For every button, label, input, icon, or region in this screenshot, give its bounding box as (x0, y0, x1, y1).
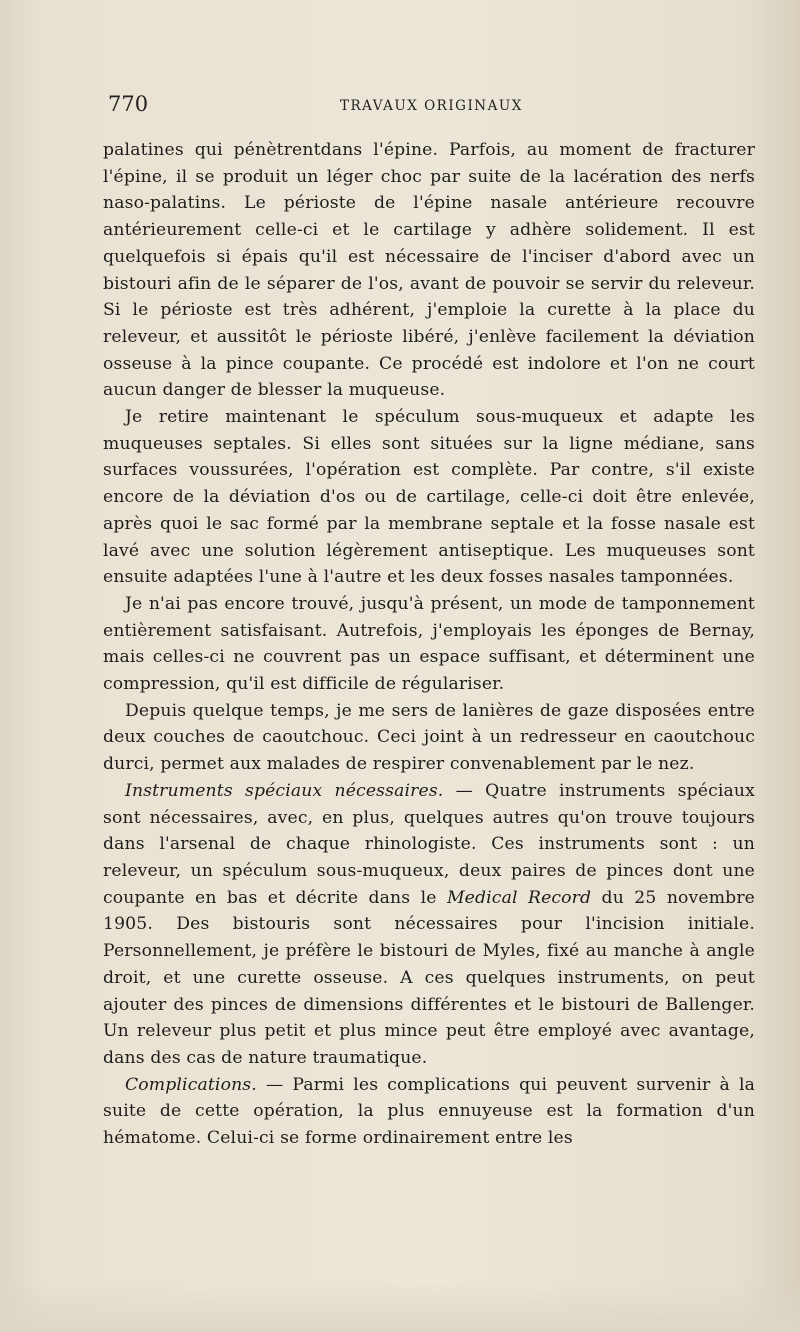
section-heading-complications: Complications. (125, 1074, 257, 1095)
running-title: TRAVAUX ORIGINAUX (340, 98, 523, 114)
complications-text: — Parmi les complications qui peuvent survenir à la suite de cette opération, la plus ennuyeuse est la formation d'un hématome. Celui-ci se forme ordinairement entre les (103, 1074, 755, 1149)
paragraph-gaze: Depuis quelque temps, je me sers de lanières de gaze disposées entre deux couches de caoutchouc. Ceci joint à un redresseur en caoutchouc durci, permet aux malades de respirer convenablement par le nez. (103, 700, 755, 775)
paragraph-periosteum: palatines qui pénètrentdans l'épine. Parfois, au moment de fracturer l'épine, il se produit un léger choc par suite de la lacération des nerfs naso-palatins. Le périoste de l'épine nasale antérieure recouvre antérieurement celle-ci et le cartilage y adhère solidement. Il est quelquefois si épais qu'il est nécessaire de l'inciser d'abord avec un bistouri afin de le séparer de l'os, avant de pouvoir se servir du releveur. Si le périoste est très adhérent, j'emploie la curette à la place du releveur, et aussitôt le périoste libéré, j'enlève facilement la déviation osseuse à la pince coupante. Ce procédé est indolore et l'on ne court aucun danger de blesser la muqueuse. (103, 140, 755, 401)
paragraph-instruments (103, 778, 755, 1072)
page-number: 770 (108, 92, 149, 116)
running-header (108, 92, 758, 124)
paragraph-speculum: Je retire maintenant le spéculum sous-muqueux et adapte les muqueuses septales. Si elles sont situées sur la ligne médiane, sans surfaces voussurées, l'opération est complète. Par contre, s'il existe encore de la déviation d'os ou de cartilage, celle-ci doit être enlevée, après quoi le sac formé par la membrane septale et la fosse nasale est lavé avec une solution légèrement antiseptique. Les muqueuses sont ensuite adaptées l'une à l'autre et les deux fosses nasales tamponnées. (103, 407, 755, 588)
journal-title: Medical Record (446, 887, 592, 908)
paragraph-complications (103, 1072, 755, 1152)
instruments-text-a: — Quatre instruments spéciaux sont nécessaires, avec, en plus, quelques autres qu'on trouve toujours dans l'arsenal de chaque rhinologiste. Ces instruments sont : un releveur, un spéculum sous-muqueux, deux paires de pinces dont une coupante en bas et décrite dans le (103, 780, 755, 908)
section-heading-instruments: Instruments spéciaux nécessaires. (125, 780, 444, 801)
paragraph-tamponnement: Je n'ai pas encore trouvé, jusqu'à présent, un mode de tamponnement entièrement satisfaisant. Autrefois, j'employais les éponges de Bernay, mais celles-ci ne couvrent pas un espace suffisant, et déterminent une compression, qu'il est difficile de régulariser. (103, 593, 755, 695)
body-text (103, 137, 755, 1152)
instruments-text-b: du 25 novembre 1905. Des bistouris sont nécessaires pour l'incision initiale. Personnellement, je préfère le bistouri de Myles, fixé au manche à angle droit, et une curette osseuse. A ces quelques instruments, on peut ajouter des pinces de dimensions différentes et le bistouri de Ballenger. Un releveur plus petit et plus mince peut être employé avec avantage, dans des cas de nature traumatique. (103, 887, 756, 1068)
